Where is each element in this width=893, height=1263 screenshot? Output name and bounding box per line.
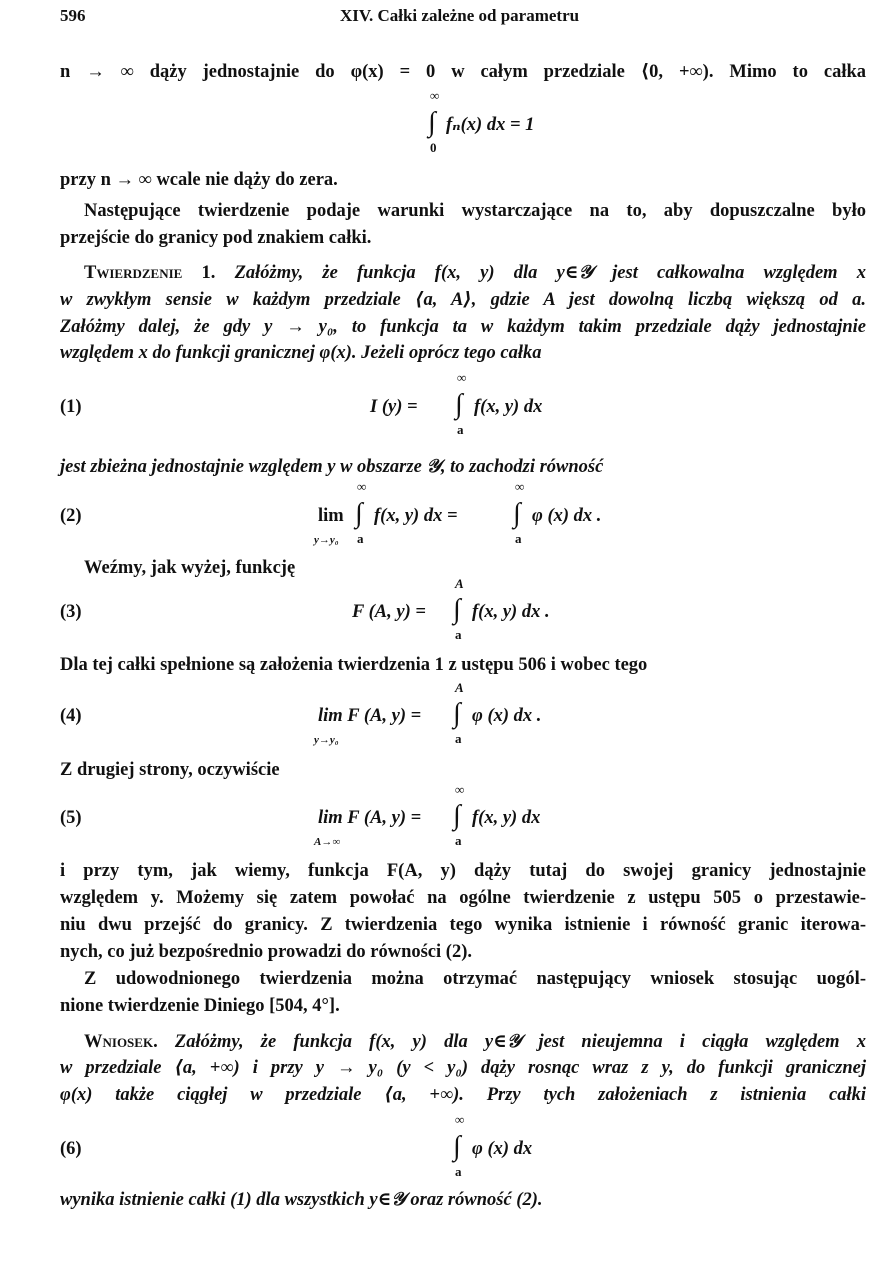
corollary-text: Załóżmy, że funkcja f(x, y) dla y∈𝒴 jest nieujemna i ciągła względem x <box>174 1032 867 1052</box>
integrand: φ (x) dx . <box>532 506 602 526</box>
integral-sign: ∫ <box>428 107 436 138</box>
integrand: φ (x) dx . <box>472 706 542 726</box>
integrand: f(x, y) dx . <box>472 602 550 622</box>
text-line: nych, co już bezpośrednio prowadzi do równości (2). <box>60 942 472 962</box>
integral-sign: ∫ <box>355 498 363 529</box>
corollary-line: φ(x) także ciągłej w przedziale ⟨a, +∞). Przy tych założeniach z istnienia całki <box>60 1085 866 1105</box>
page-number: 596 <box>60 6 86 25</box>
text-line: niu dwu przejść do granicy. Z twierdzenia tego wynika istnienie i równość granic iterowa- <box>60 915 866 935</box>
text-line: Weźmy, jak wyżej, funkcję <box>84 558 296 578</box>
theorem-line: Załóżmy dalej, że gdy y → y₀, to funkcja ta w każdym takim przedziale dąży jednostajnie <box>60 317 866 337</box>
equation-label: (5) <box>60 808 82 828</box>
equation-lhs: F (A, y) = <box>352 602 426 622</box>
equation-label: (6) <box>60 1139 82 1159</box>
text-line: Z udowodnionego twierdzenia można otrzymać następujący wniosek stosując uogól- <box>84 969 866 989</box>
theorem-text: Załóżmy, że funkcja f(x, y) dla y∈𝒴 jest całkowalna względem x <box>234 263 866 283</box>
text-line: nione twierdzenie Diniego [504, 4°]. <box>60 996 340 1016</box>
lower-limit: a <box>455 1164 462 1179</box>
lim-subscript: A→∞ <box>314 836 341 848</box>
lower-limit: a <box>357 531 364 546</box>
equation-label: (3) <box>60 602 82 622</box>
corollary-line: wynika istnienie całki (1) dla wszystkich y∈𝒴 oraz równość (2). <box>60 1190 543 1210</box>
text-line: Następujące twierdzenie podaje warunki wystarczające na to, aby dopuszczalne było <box>84 201 866 221</box>
text-line: względem y. Możemy się zatem powołać na ogólne twierdzenie z ustępu 505 o przestawie- <box>60 888 866 908</box>
theorem-line: jest zbieżna jednostajnie względem y w obszarze 𝒴, to zachodzi równość <box>60 457 604 477</box>
equation-lhs: lim F (A, y) = <box>318 808 422 828</box>
equation-label: (1) <box>60 397 82 417</box>
running-title: XIV. Całki zależne od parametru <box>340 6 580 25</box>
lim-subscript: y→y₀ <box>314 734 339 746</box>
corollary-line: w przedziale ⟨a, +∞) i przy y → y₀ (y < y₀) dąży rosnąc wraz z y, do funkcji granicznej <box>60 1058 866 1078</box>
equation-lhs: lim F (A, y) = <box>318 706 422 726</box>
text-line: przejście do granicy pod znakiem całki. <box>60 228 372 248</box>
integrand: f(x, y) dx <box>474 397 543 417</box>
upper-limit: ∞ <box>430 88 440 103</box>
text-line: przy n → ∞ wcale nie dąży do zera. <box>60 170 338 190</box>
integral-sign: ∫ <box>455 389 463 420</box>
equation-lhs: I (y) = <box>370 397 418 417</box>
text-line: Z drugiej strony, oczywiście <box>60 760 280 780</box>
upper-limit: ∞ <box>457 370 467 385</box>
upper-limit: ∞ <box>357 479 367 494</box>
equation-label: (2) <box>60 506 82 526</box>
theorem-line: w zwykłym sensie w każdym przedziale ⟨a, A⟩, gdzie A jest dowolną liczbą większą od a. <box>60 290 866 310</box>
lower-limit: a <box>455 731 462 746</box>
upper-limit: ∞ <box>455 782 465 797</box>
lower-limit: 0 <box>430 140 437 155</box>
integrand: φ (x) dx <box>472 1139 533 1159</box>
lower-limit: a <box>455 627 462 642</box>
theorem-line: względem x do funkcji granicznej φ(x). Jeżeli oprócz tego całka <box>60 343 542 363</box>
integrand: f(x, y) dx <box>472 808 541 828</box>
text-line: i przy tym, jak wiemy, funkcja F(A, y) dąży tutaj do swojej granicy jednostajnie <box>60 861 866 881</box>
upper-limit: A <box>455 680 464 695</box>
integral-sign: ∫ <box>453 1131 461 1162</box>
lower-limit: a <box>455 833 462 848</box>
integral-sign: ∫ <box>453 594 461 625</box>
upper-limit: ∞ <box>515 479 525 494</box>
text-line: Dla tej całki spełnione są założenia twierdzenia 1 z ustępu 506 i wobec tego <box>60 655 648 675</box>
integral-sign: ∫ <box>453 800 461 831</box>
theorem-label: Twierdzenie 1. <box>84 263 216 283</box>
corollary-line <box>84 1030 866 1054</box>
upper-limit: ∞ <box>455 1112 465 1127</box>
integral-sign: ∫ <box>453 698 461 729</box>
upper-limit: A <box>455 576 464 591</box>
lim-subscript: y→y₀ <box>314 534 339 546</box>
integrand: fₙ(x) dx = 1 <box>446 115 535 135</box>
theorem-line <box>84 261 866 285</box>
equation-label: (4) <box>60 706 82 726</box>
lim-operator: lim <box>318 506 344 526</box>
integrand: f(x, y) dx = <box>374 506 458 526</box>
text-line: n → ∞ dąży jednostajnie do φ(x) = 0 w całym przedziale ⟨0, +∞). Mimo to całka <box>60 62 866 82</box>
lower-limit: a <box>515 531 522 546</box>
corollary-label: Wniosek. <box>84 1032 158 1052</box>
lower-limit: a <box>457 422 464 437</box>
integral-sign: ∫ <box>513 498 521 529</box>
